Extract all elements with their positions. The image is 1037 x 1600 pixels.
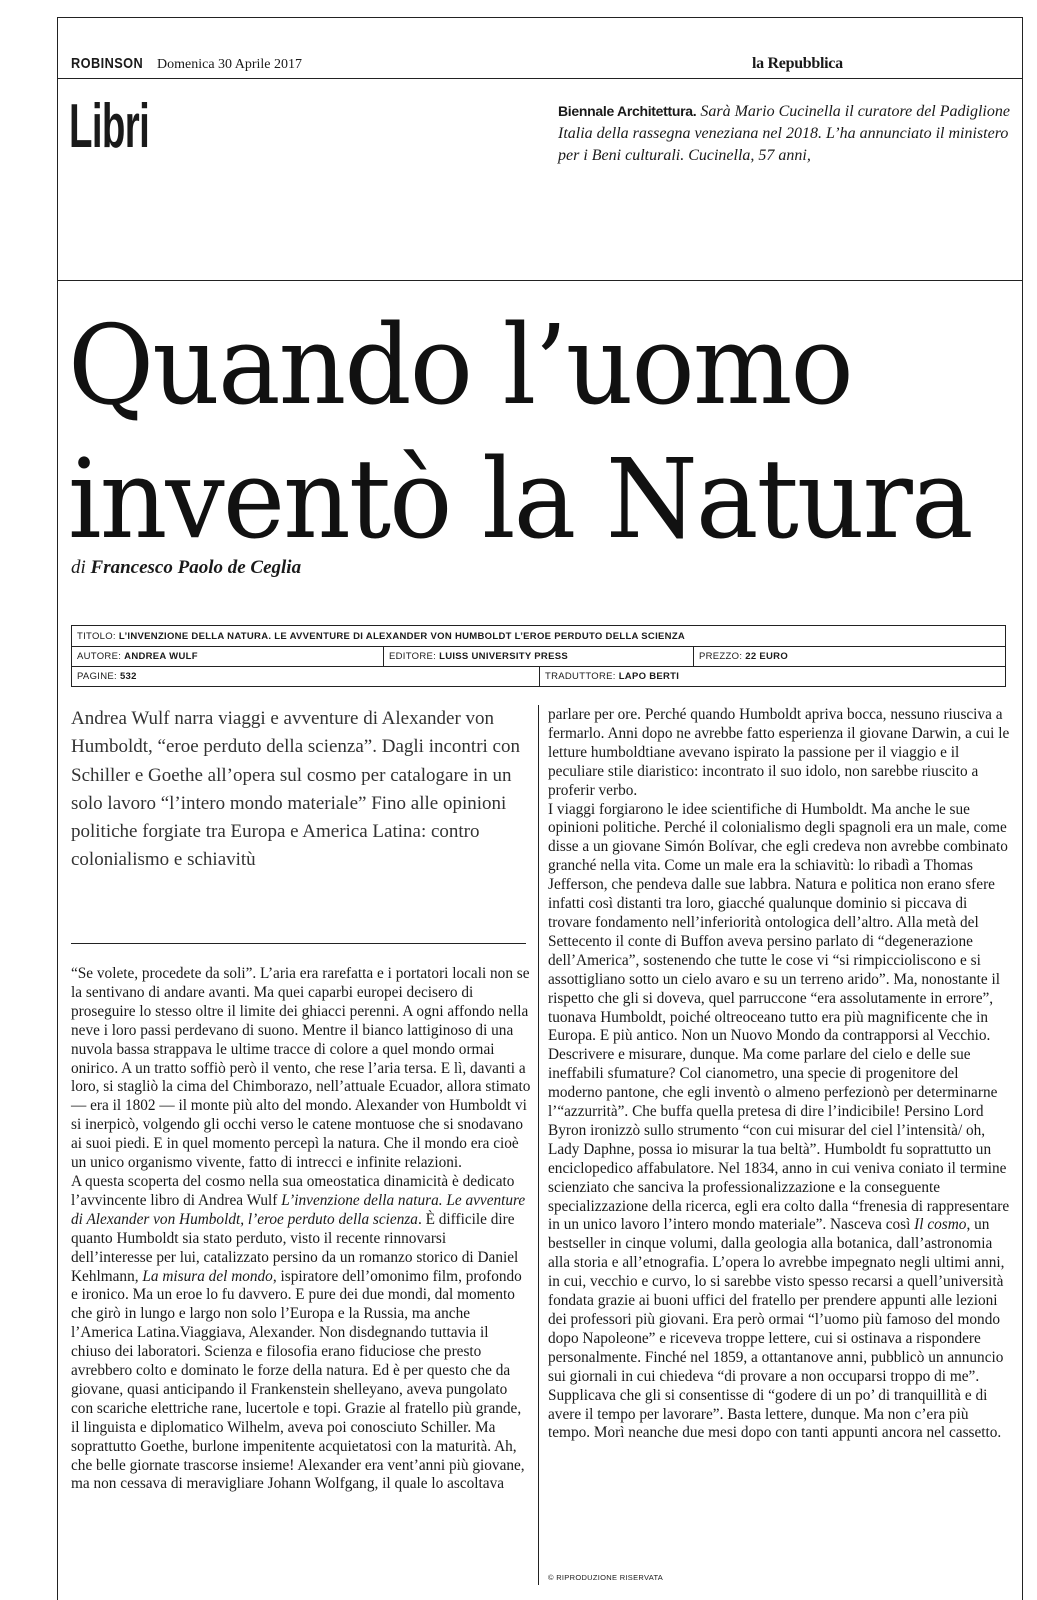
body-text: , ispiratore dell’omonimo film, profondo e ironico. Ma un eroe lo fu davvero. E pure dei due mondi, dal momento che girò in lungo e largo non solo l’Europa e la Russia, ma anche l’America Latina.Viaggiava, Alexander. Non disdegnando tuttavia il chiuso dei laboratori. Scienza e filosofia erano fiduciose che presto avrebbero colto e dominato le forze della natura. Ed è per questo che da giovane, quasi anticipando il Frankenstein shelleyano, aveva pungolato con scariche elettriche rane, lucertole e topi. Grazie al fratello più grande, il linguista e diplomatico Wilhelm, aveva poi conosciuto Schiller. Ma soprattutto Goethe, burlone impenitente acquietatosi con la maturità. Ah, che belle giornate trascorse insieme! Alexander era vent’anni più giovane, ma non cessava di meravigliare Johann Wolfgang, il quale lo ascoltava xyxy=(71,1267,525,1493)
book-info-table xyxy=(71,625,1006,687)
article-body-left xyxy=(71,965,531,1494)
book-translator-value: LAPO BERTI xyxy=(618,671,680,682)
section-title: Libri xyxy=(69,92,150,161)
book-publisher-value: LUISS UNIVERSITY PRESS xyxy=(439,651,568,662)
cosmo-title-mention: Il cosmo xyxy=(914,1216,967,1234)
book-translator-cell xyxy=(539,667,1005,686)
book-title-value: L’INVENZIONE DELLA NATURA. LE AVVENTURE DI ALEXANDER VON HUMBOLDT L’EROE PERDUTO DELLA SCIENZA xyxy=(118,630,686,642)
book-title-label: TITOLO: xyxy=(77,630,116,642)
article-summary: Andrea Wulf narra viaggi e avventure di Alexander von Humboldt, “eroe perduto della scienza”. Dagli incontri con Schiller e Goethe all’opera sul cosmo per catalogare in un solo lavoro “l’intero mondo materiale” Fino alle opinioni politiche forgiate tra Europa e America Latina: contro colonialismo e schiavitù xyxy=(71,708,520,871)
section-name: ROBINSON xyxy=(71,55,144,72)
body-text: . È difficile dire quanto Humboldt sia stato perduto, visto il recente rinnovarsi dell’interesse per lui, catalizzato persino da un romanzo storico di Daniel Kehlmann, xyxy=(71,1210,519,1285)
book-price-label: PREZZO: xyxy=(699,651,743,662)
headline-line-2: inventò la Natura xyxy=(68,435,972,563)
news-brief xyxy=(558,100,1018,167)
book-publisher-label: EDITORE: xyxy=(389,651,437,662)
book-translator-label: TRADUTTORE: xyxy=(545,671,616,682)
article-headline xyxy=(68,298,1018,566)
book-info-row-title xyxy=(72,626,1005,646)
summary-divider xyxy=(71,943,526,944)
body-text: , un bestseller in cinque volumi, dalla geologia alla botanica, dall’astronomia alla storia e all’etnografia. L’opera lo avrebbe impegnato negli ultimi anni, in cui, vecchio e curvo, lo si sarebbe visto spesso recarsi a quell’università fondata grazie ai buoni uffici del fratello per prendere appunti alle lezioni dei professori più giovani. Era però ormai “l’uomo più famoso del mondo dopo Napoleone” e riceveva troppe lettere, cui si ostinava a rispondere personalmente. Finché nel 1859, a ottantanove anni, pubblicò un annuncio sui giornali in cui chiedeva “di provare a non occuparsi troppo di me”. Supplicava che gli si consentisse di “godere di un po’ di tranquillità e di avere il tempo per lavorare”. Basta lettere, dunque. Ma non c’era più tempo. Morì neanche due mesi dopo con tanti appunti ancora nel cassetto. xyxy=(548,1216,1005,1442)
copyright-notice: © RIPRODUZIONE RISERVATA xyxy=(548,1573,664,1582)
column-divider xyxy=(538,705,539,1585)
book-pages-cell xyxy=(72,667,539,686)
header-divider xyxy=(57,78,1023,79)
newspaper-name: la Repubblica xyxy=(752,55,843,72)
body-paragraph: parlare per ore. Perché quando Humboldt apriva bocca, nessuno riusciva a fermarlo. Anni dopo ne avrebbe fatto esperienza il giovane Darwin, a cui le letture humboldtiane avevano ispirato la passione per il viaggio e il peculiare stile diaristico: incontrato il suo idolo, non sarebbe riuscito a proferir verbo. xyxy=(548,706,1010,799)
book-title-mention: L’invenzione della natura. Le avventure di Alexander von Humboldt, l’eroe perduto della scienza xyxy=(71,1191,526,1228)
issue-date: Domenica 30 Aprile 2017 xyxy=(157,57,303,72)
novel-title-mention: La misura del mondo xyxy=(142,1267,273,1285)
book-author-label: AUTORE: xyxy=(77,651,122,662)
book-price-cell xyxy=(693,647,1005,666)
body-paragraph xyxy=(71,1173,531,1494)
body-paragraph xyxy=(548,801,1010,1444)
body-text: A questa scoperta del cosmo nella sua omeostatica dinamicità è dedicato l’avvincente libro di Andrea Wulf xyxy=(71,1172,515,1209)
headline-line-1: Quando l’uomo xyxy=(68,301,852,429)
news-brief-text: Sarà Mario Cucinella il curatore del Padiglione Italia della rassegna veneziana nel 2018. L’ha annunciato il ministero per i Beni culturali. Cucinella, 57 anni, xyxy=(558,103,1010,164)
byline-author: Francesco Paolo de Ceglia xyxy=(90,557,302,578)
headline-divider xyxy=(57,280,1023,281)
book-info-row-author xyxy=(72,646,1005,666)
book-pages-label: PAGINE: xyxy=(77,671,117,682)
book-publisher-cell xyxy=(383,647,693,666)
byline-prefix: di xyxy=(71,557,86,578)
book-info-row-pages xyxy=(72,666,1005,686)
body-text: I viaggi forgiarono le idee scientifiche di Humboldt. Ma anche le sue opinioni politiche. Perché il colonialismo degli spagnoli era un male, come disse a un giovane Simón Bolívar, che egli credeva non avrebbe combinato granché nella vita. Come un male era la schiavitù: lo ribadì a Thomas Jefferson, che pendeva dalle sue labbra. Natura e politica non erano sfere infatti così distanti tra loro, giacché qualunque dominio si piccava di trovare fondamento nell’inferiorità ontologica dell’altro. Alla metà del Settecento il conte di Buffon aveva persino parlato di “degenerazione dell’America”, sostenendo che tutte le cose vi “si rimpiccioliscono e si assottigliano sotto un cielo avaro e su un terreno arido”. Ma, nonostante il rispetto che gli si doveva, quel parruccone “era assolutamente in errore”, tuonava Humboldt, poiché oltreoceano tutto era più magnificente che in Europa. E più antico. Non un Nuovo Mondo da contrapporsi al Vecchio. Descrivere e misurare, dunque. Ma come parlare del cielo e delle sue ineffabili sfumature? Col cianometro, una specie di progenitore del moderno pantone, che egli inventò o almeno perfezionò per determinarne l’“azzurrità”. Che buffa quella pretesa di dire l’indicibile! Persino Lord Byron ironizzò sullo strumento “con cui misurar del ciel l’intensità/ oh, Lady Daphne, possa io misurar la tua beltà”. Humboldt fu soprattutto un enciclopedico affabulatore. Nel 1834, anno in cui veniva coniato il termine scienziato che sanciva la professionalizzazione e la conseguente specializzazione della ricerca, egli era colto dalla “frenesia di rappresentare in un unico lavoro l’intero mondo materiale”. Nasceva così xyxy=(548,800,1010,1234)
book-pages-value: 532 xyxy=(119,671,137,682)
byline xyxy=(71,557,301,579)
book-author-cell xyxy=(72,647,383,666)
book-title-cell xyxy=(72,626,1005,646)
book-author-value: ANDREA WULF xyxy=(124,651,198,662)
article-body-right xyxy=(548,706,1010,1443)
news-brief-head: Biennale Architettura. xyxy=(558,103,697,119)
body-paragraph: “Se volete, procedete da soli”. L’aria era rarefatta e i portatori locali non se la sentivano di andare avanti. Ma quei caparbi europei decisero di proseguire lo stesso oltre il limite dei ghiacci perenni. A ogni affondo nella neve i loro passi perdevano di suono. Mentre il bianco lattiginoso di una nuvola bassa strappava le ultime tracce di colore a quel mondo ormai onirico. A un tratto soffiò però il vento, che rese l’aria tersa. E lì, davanti a loro, si stagliò la cima del Chimborazo, nell’attuale Ecuador, allora stimato — era il 1802 — il monte più alto del mondo. Alexander von Humboldt vi si inerpicò, volgendo gli occhi verso le catene montuose che si snodavano ai suoi piedi. E in quel momento percepì la natura. Che il mondo era cioè un unico organismo vivente, fatto di intrecci e infinite relazioni. xyxy=(71,965,531,1172)
book-price-value: 22 EURO xyxy=(745,651,789,662)
